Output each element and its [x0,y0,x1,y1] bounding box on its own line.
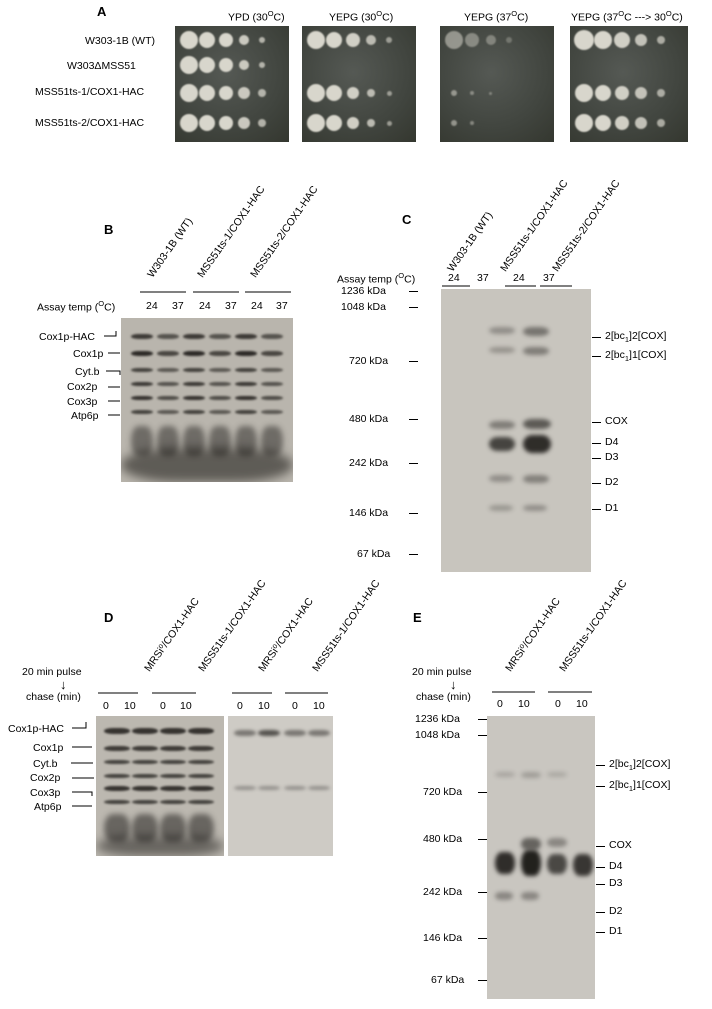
colony-spot [594,31,612,49]
panelc-cx-tick-4 [592,443,601,444]
panelb-protein-2: Cox1p [73,348,104,360]
paneld-protein-5: Cox3p [30,787,61,799]
gel-band [209,351,231,356]
panele-complex-6: D2 [609,905,623,917]
colony-spot [445,31,463,49]
colony-spot [180,84,198,102]
colony-spot [239,35,249,45]
gel-band [235,382,257,386]
gel-band [523,419,551,429]
gel-band [261,368,283,372]
panelc-mw-tick-1 [409,291,418,292]
colony-spot [657,36,665,44]
paneld-group-2: MSS51ts-1/COX1-HAC [196,577,269,674]
panelc-group-3: MSS51ts-2/COX1-HAC [550,177,623,274]
panele-cx-tick-1 [596,765,605,766]
panele-cx-tick-7 [596,932,605,933]
colony-spot [635,34,647,46]
gel-band [284,730,306,736]
paneld-time-8: 10 [313,700,325,712]
colony-spot [635,87,647,99]
panelc-temp-1: 24 [448,272,460,284]
panelb-group-2: MSS51ts-1/COX1-HAC [195,183,268,280]
paneld-protein-4: Cox2p [30,772,61,784]
colony-spot [199,32,215,48]
gel-band [489,437,515,451]
paneld-time-2: 10 [124,700,136,712]
panele-mw-tick-6 [478,938,487,939]
panelc-assay-temp-label: Assay temp ($^O$C) [337,271,416,286]
colony-spot [326,32,342,48]
plate-title-2: YEPG $(30^OC)$ [329,9,394,24]
panelc-mw-3: 720 kDa [349,355,389,367]
panelb-protein-1: Cox1p-HAC [39,331,96,343]
panelb-protein-4: Cox2p [67,381,98,393]
panele-complex-5: D3 [609,877,623,889]
panelc-mw-tick-5 [409,463,418,464]
panele-cx-tick-2 [596,786,605,787]
panelc-temp-2: 37 [477,272,489,284]
panelc-cx-tick-5 [592,458,601,459]
panele-mw-2: 1048 kDa [415,729,460,741]
gel-band [132,760,158,764]
panele-complex-2: $2[bc_1]1[COX]$ [609,779,671,794]
gel-band [521,850,541,876]
colony-spot [595,85,611,101]
gel-band [183,382,205,386]
panele-mw-7: 67 kDa [431,974,465,986]
gel-band [104,746,130,751]
panel-a-letter: A [97,4,107,19]
gel-band [183,410,205,414]
gel-band [160,746,186,751]
colony-spot [506,37,512,43]
gel-band [489,327,515,334]
gel-band [235,334,257,339]
panele-time-4: 10 [576,698,588,710]
gel-band [157,351,179,356]
panel-b-letter: B [104,222,114,237]
paneld-arrow-icon: ↓ [60,677,67,692]
plate-ypd-30 [175,26,289,142]
gel-band [183,334,205,339]
colony-spot [346,33,360,47]
panelc-complex-1: $2[bc_1]2[COX]$ [605,330,667,345]
gel-band [523,435,551,453]
gel-band [573,854,593,876]
panelb-protein-3: Cyt.b [75,366,100,378]
panelc-mw-tick-3 [409,361,418,362]
colony-spot [199,57,215,73]
gel-band [234,786,256,790]
gel-band [308,730,330,736]
panele-time-3: 0 [555,698,561,710]
panelc-mw-tick-4 [409,419,418,420]
gel-band [188,800,214,804]
gel-band [209,396,231,400]
gel-band [284,786,306,790]
paneld-time-6: 10 [258,700,270,712]
colony-spot [219,58,233,72]
colony-spot [595,115,611,131]
colony-spot [258,89,266,97]
gel-band [188,786,214,791]
panele-complex-7: D1 [609,925,623,937]
panelc-mw-4: 480 kDa [349,413,389,425]
gel-band [132,728,158,734]
gel-band [188,774,214,778]
gel-band [131,396,153,400]
panelc-temp-4: 37 [543,272,555,284]
panele-complex-3: COX [609,839,632,851]
panele-mw-5: 242 kDa [423,886,463,898]
gel-band [160,774,186,778]
gel-band [188,760,214,764]
gel-band [131,351,153,356]
gel-band [157,410,179,414]
gel-band [183,351,205,356]
panel-d-letter: D [104,610,114,625]
panele-time-1: 0 [497,698,503,710]
gel-band [523,347,549,355]
panelb-temp-2: 37 [172,300,184,312]
panelc-mw-2: 1048 kDa [341,301,386,313]
panele-cx-tick-5 [596,884,605,885]
gel-band [183,396,205,400]
panelc-group-2: MSS51ts-1/COX1-HAC [498,177,571,274]
gel-band [157,334,179,339]
gel-band [104,774,130,778]
colony-spot [387,91,392,96]
colony-spot [615,116,629,130]
panele-mw-tick-4 [478,839,487,840]
gel-band [157,396,179,400]
panelc-complex-7: D1 [605,502,619,514]
plate-yepg-37 [440,26,554,142]
colony-spot [657,119,665,127]
panelc-cx-tick-7 [592,509,601,510]
gel-band [521,772,541,778]
strain-label-4: MSS51ts-2/COX1-HAC [35,117,145,129]
gel-band [235,410,257,414]
panele-cx-tick-6 [596,912,605,913]
gel-band [132,774,158,778]
strain-label-1: W303-1B (WT) [85,35,156,47]
strain-label-2: W303ΔMSS51 [67,60,136,72]
panele-chase-label: chase (min) [416,691,471,703]
paneld-time-3: 0 [160,700,166,712]
panelc-complex-5: D3 [605,451,619,463]
panelc-complex-4: D4 [605,436,619,448]
colony-spot [614,32,630,48]
panelb-temp-6: 37 [276,300,288,312]
gel-band [235,396,257,400]
panelb-protein-5: Cox3p [67,396,98,408]
paneld-protein-6: Atp6p [34,801,62,813]
panel-c-letter: C [402,212,412,227]
plate-title-1: YPD $(30^OC)$ [228,9,285,24]
panelc-mw-5: 242 kDa [349,457,389,469]
colony-spot [180,31,198,49]
gel-band [521,892,539,900]
panel-e-gel [487,716,595,999]
panele-group-2: MSS51ts-1/COX1-HAC [557,577,630,674]
paneld-group-4: MSS51ts-1/COX1-HAC [310,577,383,674]
panele-complex-1: $2[bc_1]2[COX]$ [609,758,671,773]
panelb-temp-1: 24 [146,300,158,312]
gel-band [104,800,130,804]
colony-spot [657,89,665,97]
panele-mw-tick-7 [478,980,487,981]
colony-spot [470,91,474,95]
gel-band [489,505,513,511]
gel-band [160,800,186,804]
gel-band [261,396,283,400]
gel-band [261,334,283,339]
panelc-mw-7: 67 kDa [357,548,391,560]
paneld-time-4: 10 [180,700,192,712]
gel-band [261,351,283,356]
colony-spot [489,92,492,95]
gel-band [235,368,257,372]
gel-band [104,728,130,734]
gel-band [131,410,153,414]
gel-band [258,730,280,736]
panele-pulse-label: 20 min pulse [412,666,472,678]
panelc-mw-6: 146 kDa [349,507,389,519]
colony-spot [387,121,392,126]
gel-band [132,786,158,791]
colony-spot [486,35,496,45]
plate-yepg-37-30 [570,26,688,142]
panele-mw-tick-2 [478,735,487,736]
panele-mw-4: 480 kDa [423,833,463,845]
colony-spot [386,37,392,43]
panele-group-1: MRSi⁰/COX1-HAC [503,595,563,674]
colony-spot [219,86,233,100]
panele-arrow-icon: ↓ [450,677,457,692]
gel-band [131,334,153,339]
panele-mw-1: 1236 kDa [415,713,460,725]
colony-spot [238,87,250,99]
gel-band [188,746,214,751]
colony-spot [259,37,265,43]
gel-band [489,475,513,482]
panelc-mw-1: 1236 kDa [341,285,386,297]
colony-spot [199,115,215,131]
colony-spot [199,85,215,101]
gel-band [489,347,515,353]
gel-band [132,746,158,751]
panelc-temp-3: 24 [513,272,525,284]
colony-spot [307,114,325,132]
gel-band [160,786,186,791]
gel-band [157,368,179,372]
gel-band [188,728,214,734]
colony-spot [180,114,198,132]
paneld-protein-3: Cyt.b [33,758,58,770]
gel-band [209,410,231,414]
panel-b-gel [121,318,293,482]
panelc-complex-2: $2[bc_1]1[COX]$ [605,349,667,364]
colony-spot [575,84,593,102]
gel-band [523,475,549,483]
colony-spot [307,31,325,49]
colony-spot [219,33,233,47]
colony-spot [470,121,474,125]
gel-band [495,772,515,777]
colony-spot [367,89,375,97]
gel-band [521,838,541,850]
panelc-cx-tick-2 [592,356,601,357]
gel-band [547,772,567,777]
colony-spot [451,90,457,96]
gel-band [160,728,186,734]
panele-mw-3: 720 kDa [423,786,463,798]
gel-band [96,836,224,856]
strain-label-3: MSS51ts-1/COX1-HAC [35,86,145,98]
colony-spot [219,116,233,130]
colony-spot [347,87,359,99]
colony-spot [326,85,342,101]
gel-band [121,448,293,482]
panele-cx-tick-3 [596,846,605,847]
gel-band [261,410,283,414]
gel-band [131,382,153,386]
paneld-time-1: 0 [103,700,109,712]
gel-band [160,760,186,764]
panelb-temp-4: 37 [225,300,237,312]
panelc-cx-tick-1 [592,337,601,338]
panele-mw-tick-3 [478,792,487,793]
paneld-pulse-label: 20 min pulse [22,666,82,678]
panelc-mw-tick-7 [409,554,418,555]
colony-spot [326,115,342,131]
panele-mw-tick-5 [478,892,487,893]
colony-spot [258,119,266,127]
gel-band [308,786,330,790]
colony-spot [366,35,376,45]
gel-band [131,368,153,372]
gel-band [235,351,257,356]
colony-spot [347,117,359,129]
colony-spot [575,114,593,132]
gel-band [547,838,567,847]
colony-spot [615,86,629,100]
panele-complex-4: D4 [609,860,623,872]
paneld-protein-1: Cox1p-HAC [8,723,65,735]
panelc-cx-tick-6 [592,483,601,484]
plate-title-3: YEPG $(37^OC)$ [464,9,529,24]
panel-e-letter: E [413,610,422,625]
colony-spot [367,119,375,127]
paneld-group-3: MRSi⁰/COX1-HAC [256,595,316,674]
panelb-temp-5: 24 [251,300,263,312]
colony-spot [635,117,647,129]
panelc-group-1: W303-1B (WT) [445,209,496,274]
panelc-complex-6: D2 [605,476,619,488]
panelb-assay-temp-label: Assay temp ($^O$C) [37,299,116,314]
panel-d-gel-right [228,716,333,856]
panelc-complex-3: COX [605,415,628,427]
colony-spot [465,33,479,47]
gel-band [495,892,513,900]
gel-band [209,334,231,339]
gel-band [523,505,547,511]
gel-band [495,852,515,874]
colony-spot [451,120,457,126]
gel-band [132,800,158,804]
gel-band [547,854,567,874]
plate-yepg-30 [302,26,416,142]
panelb-temp-3: 24 [199,300,211,312]
paneld-group-1: MRSi⁰/COX1-HAC [142,595,202,674]
panelb-protein-6: Atp6p [71,410,99,422]
gel-band [258,786,280,790]
gel-band [104,786,130,791]
panele-mw-6: 146 kDa [423,932,463,944]
colony-spot [238,117,250,129]
colony-spot [307,84,325,102]
gel-band [234,730,256,736]
panele-mw-tick-1 [478,719,487,720]
paneld-protein-2: Cox1p [33,742,64,754]
gel-band [209,382,231,386]
gel-band [523,327,549,336]
gel-band [183,368,205,372]
panelc-mw-tick-2 [409,307,418,308]
gel-band [489,421,515,429]
colony-spot [239,60,249,70]
gel-band [209,368,231,372]
paneld-time-7: 0 [292,700,298,712]
gel-band [104,760,130,764]
colony-spot [259,62,265,68]
panele-cx-tick-4 [596,867,605,868]
gel-band [261,382,283,386]
panelc-mw-tick-6 [409,513,418,514]
colony-spot [574,30,594,50]
panelb-group-3: MSS51ts-2/COX1-HAC [248,183,321,280]
gel-band [157,382,179,386]
paneld-time-5: 0 [237,700,243,712]
plate-title-4: YEPG ($37^OC$ ---> $30^OC$) [571,9,683,24]
panel-c-gel [441,289,591,572]
panel-d-gel-left [96,716,224,856]
panele-time-2: 10 [518,698,530,710]
colony-spot [180,56,198,74]
paneld-chase-label: chase (min) [26,691,81,703]
panelb-group-1: W303-1B (WT) [145,215,196,280]
panelc-cx-tick-3 [592,422,601,423]
